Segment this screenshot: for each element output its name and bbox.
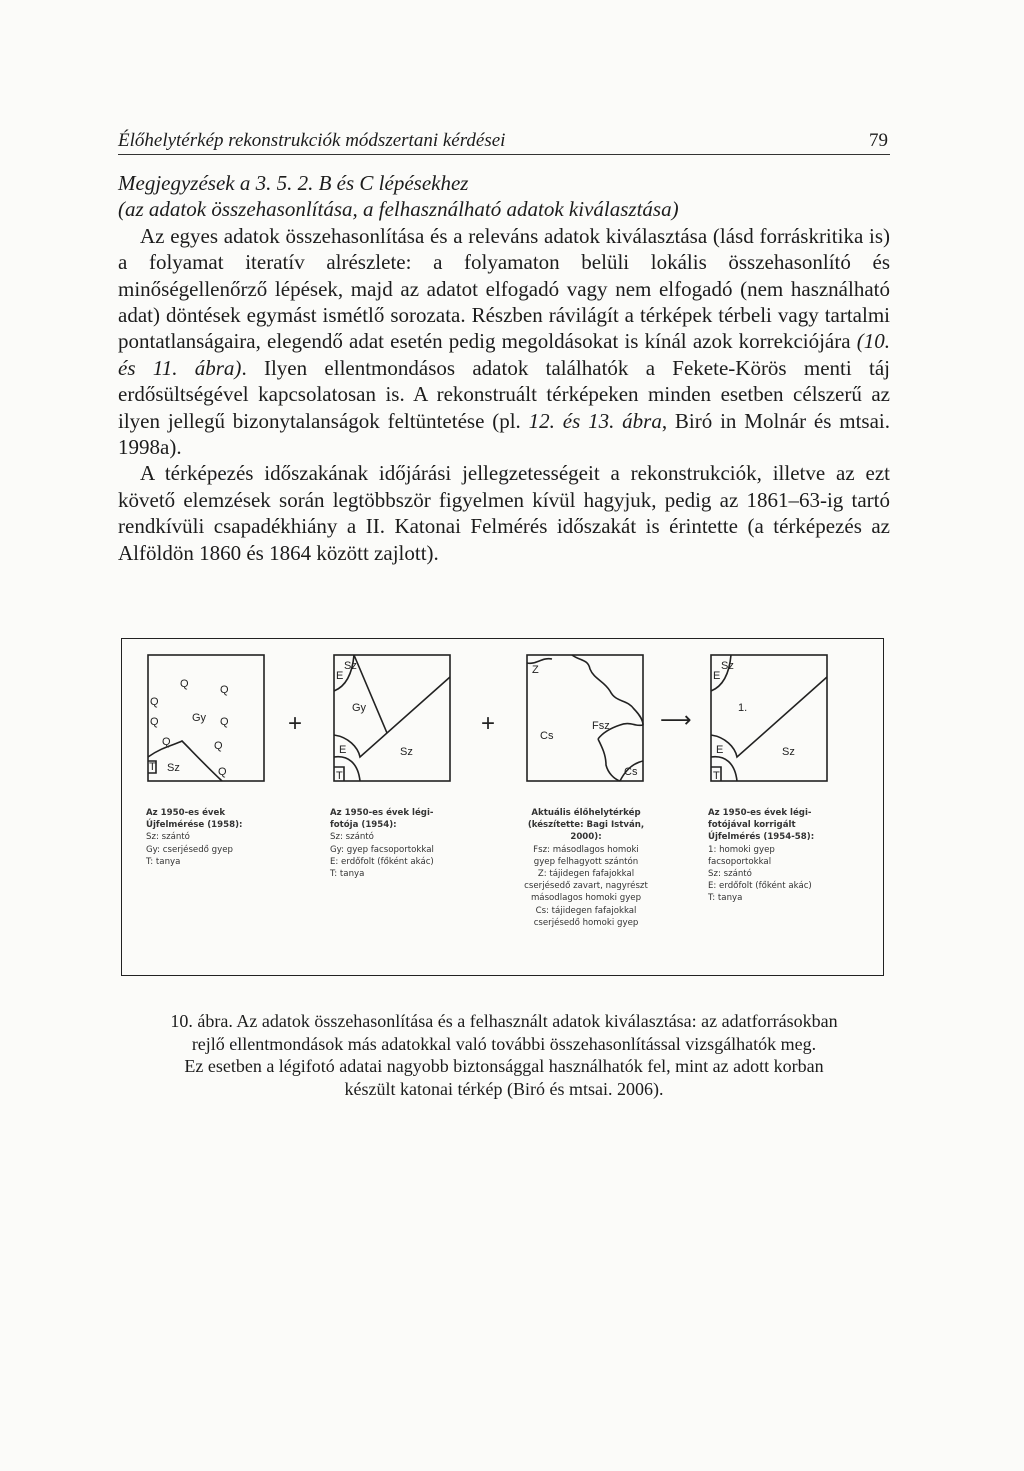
plus-sign: + bbox=[481, 710, 496, 737]
map-4-diagonal bbox=[711, 677, 827, 757]
legend-3-title: 2000): bbox=[570, 832, 602, 843]
legend-2-item: E: erdőfolt (főként akác) bbox=[330, 856, 434, 867]
legend-4-title: Újfelmérés (1954-58): bbox=[708, 832, 815, 843]
caption-line: készült katonai térkép (Biró és mtsai. 2006). bbox=[344, 1078, 664, 1099]
legend-1-item: T: tanya bbox=[146, 856, 181, 867]
map-1-q: Q bbox=[180, 678, 189, 690]
map-4-one: 1. bbox=[738, 702, 748, 714]
figure-caption bbox=[118, 1010, 890, 1100]
legend-4 bbox=[708, 807, 868, 905]
map-2-gy: Gy bbox=[352, 702, 367, 714]
legend-2 bbox=[330, 807, 490, 880]
map-1-q: Q bbox=[150, 696, 159, 708]
legend-1-title: Újfelmérése (1958): bbox=[146, 820, 243, 831]
map-2-line bbox=[354, 655, 387, 733]
legend-1-title: Az 1950-es évek bbox=[146, 808, 226, 818]
legend-4-title: Az 1950-es évek légi- bbox=[708, 808, 812, 818]
map-1-q: Q bbox=[150, 716, 159, 728]
legend-3-title: (készítette: Bagi István, bbox=[527, 820, 645, 831]
legend-3-item: Cs: tájidegen fafajokkal bbox=[535, 905, 637, 916]
plus-sign: + bbox=[288, 710, 303, 737]
running-head-title: Élőhelytérkép rekonstrukciók módszertani kérdései bbox=[118, 130, 506, 151]
map-3-z: Z bbox=[532, 664, 539, 676]
map-4-e-bottom: E bbox=[716, 744, 724, 756]
caption-line: Ez esetben a légifotó adatai nagyobb biztonsággal használhatók fel, mint az adott korban bbox=[184, 1056, 824, 1076]
legend-3-item: cserjésedő zavart, nagyrészt bbox=[524, 881, 648, 892]
legend-2-item: Gy: gyep facsoportokkal bbox=[330, 844, 434, 855]
figure-reference: 12. és 13. ábra bbox=[528, 408, 662, 433]
legend-3-item: Fsz: másodlagos homoki bbox=[533, 844, 639, 855]
paragraph-1 bbox=[118, 223, 890, 461]
map-4-e-top: E bbox=[713, 670, 721, 682]
map-1-t: T bbox=[149, 761, 156, 773]
map-2-diagonal bbox=[334, 677, 450, 757]
legend-3-item: Z: tájidegen fafajokkal bbox=[537, 869, 635, 880]
legend-2-title: Az 1950-es évek légi- bbox=[330, 808, 434, 818]
legend-4-title: fotójával korrigált bbox=[708, 820, 796, 831]
map-1-q: Q bbox=[214, 740, 223, 752]
map-1-q: Q bbox=[220, 716, 229, 728]
map-3-fsz: Fsz bbox=[592, 720, 610, 732]
map-1-q: Q bbox=[220, 684, 229, 696]
map-3-cs2: Cs bbox=[624, 766, 638, 778]
figure-10 bbox=[121, 638, 884, 976]
map-2-t: T bbox=[336, 770, 343, 782]
legend-3 bbox=[506, 807, 666, 929]
section-subheading: (az adatok összehasonlítása, a felhasználható adatok kiválasztása) bbox=[118, 197, 679, 222]
map-4-sz: Sz bbox=[721, 660, 734, 672]
map-1-boundary bbox=[148, 741, 222, 781]
legend-2-title: fotója (1954): bbox=[330, 820, 397, 831]
legend-1-item: Gy: cserjésedő gyep bbox=[146, 844, 233, 855]
map-3-frame bbox=[527, 655, 643, 781]
legend-4-item: 1: homoki gyep bbox=[708, 844, 775, 855]
legend-4-item: facsoportokkal bbox=[708, 856, 772, 867]
map-4-t: T bbox=[713, 770, 720, 782]
running-head bbox=[118, 130, 890, 155]
body-text bbox=[118, 170, 890, 566]
legend-3-title: Aktuális élőhelytérkép bbox=[531, 808, 641, 818]
map-2-sz2: Sz bbox=[400, 746, 413, 758]
legend-4-item: T: tanya bbox=[708, 893, 743, 904]
map-2-sz: Sz bbox=[344, 660, 357, 672]
paragraph-1-text-c: , Biró in Molnár és mtsai. 1998a). bbox=[118, 408, 891, 460]
figure-reference: (10. és 11. ábra) bbox=[118, 329, 890, 380]
map-1-q: Q bbox=[218, 766, 227, 778]
paragraph-1-text-b: . Ilyen ellentmondásos adatok találhatók a Fekete-Körös menti táj erdősültségével kapcsolatosan is. A rekonstruált térképeken minden esetben célszerű az ilyen jellegű bizonytalanságok feltüntetése (pl. bbox=[118, 355, 890, 433]
legend-4-item: Sz: szántó bbox=[708, 869, 752, 880]
legend-3-item: másodlagos homoki gyep bbox=[530, 893, 642, 904]
page-number: 79 bbox=[869, 130, 888, 151]
map-1-gy: Gy bbox=[192, 712, 207, 724]
section-heading: Megjegyzések a 3. 5. 2. B és C lépésekhez bbox=[118, 171, 469, 195]
map-4-sz2: Sz bbox=[782, 746, 795, 758]
legend-1-item: Sz: szántó bbox=[146, 832, 190, 843]
paragraph-2: A térképezés időszakának időjárási jellegzetességeit a rekonstrukciók, illetve az ezt követő elemzések során legtöbbször figyelmen kívül hagyjuk, pedig az 1861–63-ig tartó rendkívüli csapadékhiány a II. Katonai Felmérés időszakát is érintette (a térképezés az Alföldön 1860 és 1864 között zajlott). bbox=[118, 461, 890, 565]
map-1-q: Q bbox=[162, 736, 171, 748]
legend-1 bbox=[146, 807, 306, 868]
map-3-fsz-left bbox=[598, 739, 620, 781]
arrow-right-icon: ⟶ bbox=[660, 708, 692, 733]
paragraph-1-text-a: Az egyes adatok összehasonlítása és a releváns adatok kiválasztása (lásd forráskritika is) a folyamat iteratív alrészlete: a folyamaton belüli lokális összehasonlító és minőségellenőrző lépések, majd az adatot elfogadó vagy nem elfogadó (nem használható adat) döntések egymást ismétlő sorozata. Részben rávilágít a térképek térbeli vagy tartalmi pontatlanságaira, elegendő adat esetén pedig megoldásokat is kínál azok korrekciójára bbox=[118, 223, 890, 354]
map-3-cs: Cs bbox=[540, 730, 554, 742]
legend-3-item: cserjésedő homoki gyep bbox=[533, 917, 639, 928]
legend-2-item: T: tanya bbox=[330, 869, 365, 880]
map-3-z-boundary bbox=[572, 655, 643, 725]
caption-line: rejlő ellentmondások más adatokkal való további összehasonlítással vizsgálhatók meg. bbox=[191, 1033, 817, 1054]
map-2-e-bottom: E bbox=[339, 744, 347, 756]
legend-2-item: Sz: szántó bbox=[330, 832, 374, 843]
legend-4-item: E: erdőfolt (főként akác) bbox=[708, 881, 812, 892]
legend-3-item: gyep felhagyott szántón bbox=[533, 856, 639, 867]
map-3-corner bbox=[527, 659, 552, 664]
map-1-sz: Sz bbox=[167, 762, 180, 774]
caption-line: 10. ábra. Az adatok összehasonlítása és a felhasznált adatok kiválasztása: az adatforrásokban bbox=[170, 1011, 838, 1031]
map-2-e-top: E bbox=[336, 670, 344, 682]
